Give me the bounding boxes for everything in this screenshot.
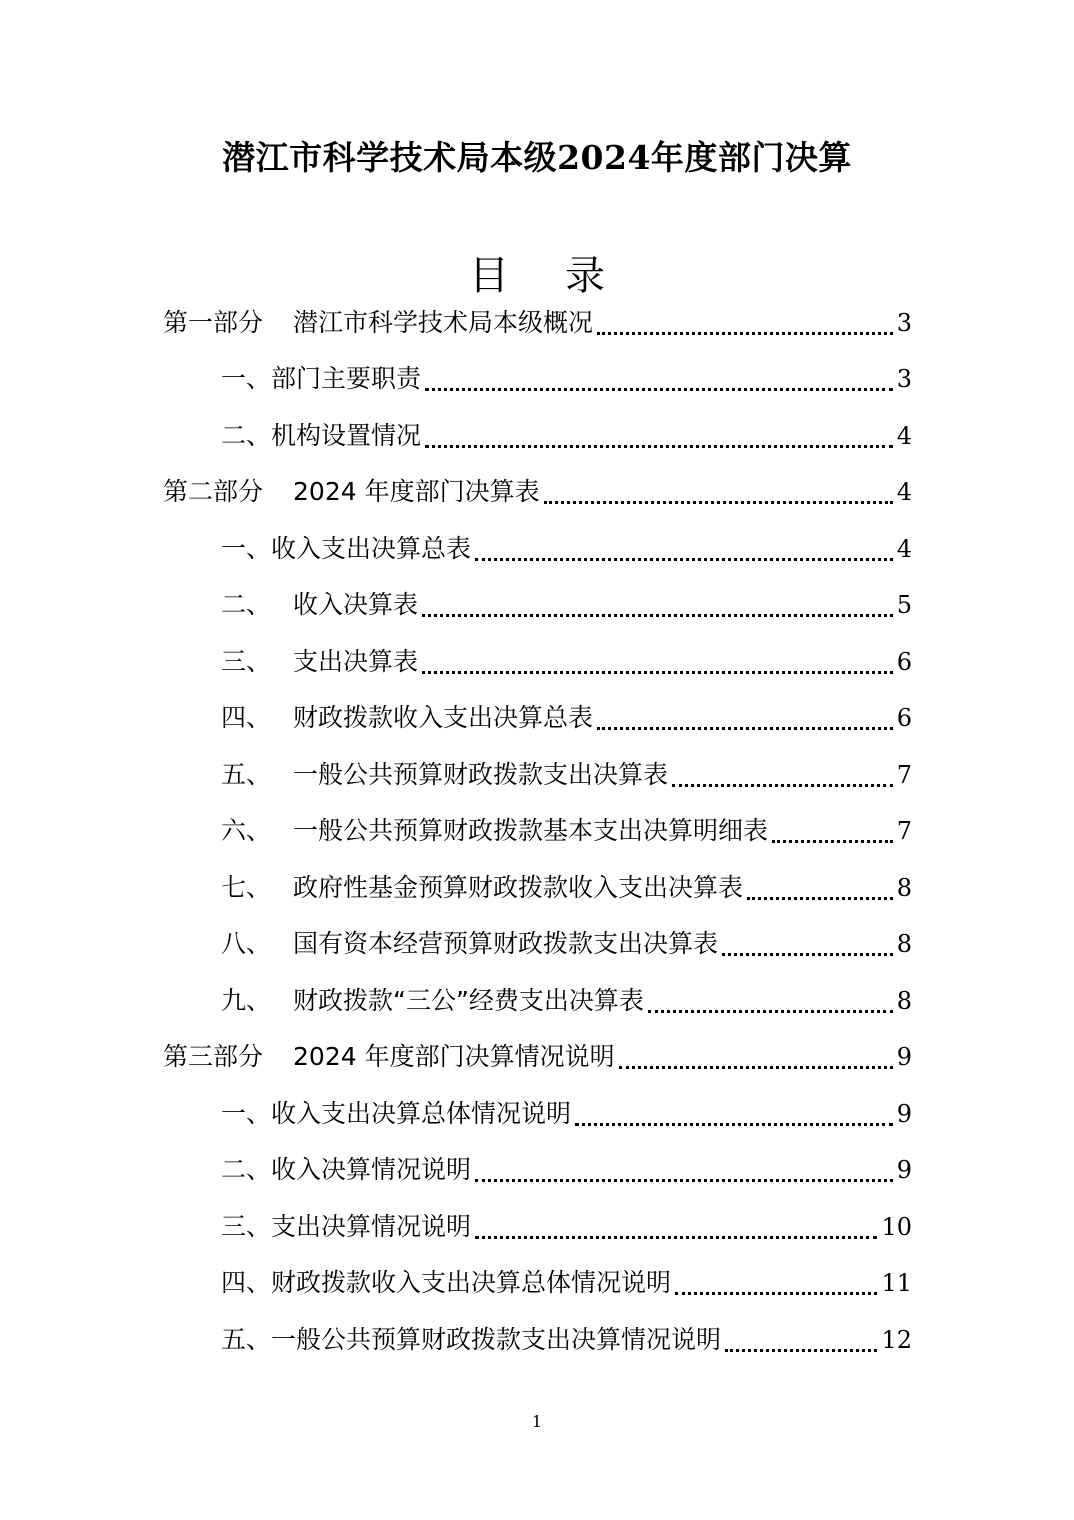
toc-entry-page: 7 [896,817,912,845]
toc-entry-label: 一般公共预算财政拨款支出决算表 [293,760,669,789]
toc-entry[interactable] [221,416,912,456]
toc-heading [0,244,1074,301]
toc-entry-label: 2024 年度部门决算表 [293,477,540,506]
toc-leader-dots [597,727,893,730]
toc-entry-page: 10 [881,1213,912,1241]
toc-entry-number: 二、 [221,1155,272,1184]
toc-entry-number: 二、 [221,421,272,450]
toc-entry[interactable] [221,698,912,738]
toc-leader-dots [725,1349,877,1352]
toc-entry-label: 收入决算表 [293,590,419,619]
toc-entry-number: 一、 [221,534,272,563]
toc-leader-dots [475,1236,877,1239]
toc-entry-number: 三、 [221,1212,272,1241]
toc-entry[interactable] [221,1094,912,1134]
toc-entry-page: 4 [896,478,912,506]
toc-entry-page: 6 [896,704,912,732]
toc-leader-dots [747,897,893,900]
toc-entry-part-1[interactable] [163,303,912,343]
toc-entry[interactable] [221,868,912,908]
toc-entry-label: 一般公共预算财政拨款基本支出决算明细表 [293,816,769,845]
toc-heading-right: 录 [565,253,605,299]
toc-entry-label: 财政拨款“三公”经费支出决算表 [293,986,644,1015]
toc-leader-dots [475,1179,893,1182]
toc-leader-dots [422,614,893,617]
toc-entry[interactable] [221,1263,912,1303]
toc-leader-dots [675,1292,877,1295]
toc-leader-dots [772,840,893,843]
toc-entry[interactable] [221,924,912,964]
toc-entry-label: 2024 年度部门决算情况说明 [293,1042,615,1071]
toc-entry-label: 收入决算情况说明 [271,1155,472,1184]
toc-entry[interactable] [221,585,912,625]
toc-entry-number: 第三部分 [163,1042,264,1071]
toc-entry-page: 9 [896,1156,912,1184]
toc-entry[interactable] [221,642,912,682]
toc-entry-page: 8 [896,930,912,958]
toc-entry-number: 六、 [221,816,272,845]
toc-entry[interactable] [221,811,912,851]
toc-entry-number: 五、 [221,760,272,789]
toc-entry-page: 8 [896,874,912,902]
toc-leader-dots [672,784,893,787]
toc-entry-page: 12 [881,1326,912,1354]
toc-entry-label: 财政拨款收入支出决算总体情况说明 [271,1268,672,1297]
page-number: 1 [531,1412,543,1431]
toc-entry-page: 5 [896,591,912,619]
toc-entry-page: 8 [896,987,912,1015]
toc-entry-label: 财政拨款收入支出决算总表 [293,703,594,732]
toc-entry[interactable] [221,359,912,399]
toc-entry-page: 6 [896,648,912,676]
toc-entry-label: 潜江市科学技术局本级概况 [293,308,594,337]
toc-entry-number: 八、 [221,929,272,958]
toc-leader-dots [575,1123,893,1126]
toc-leader-dots [619,1066,893,1069]
toc-entry-number: 七、 [221,873,272,902]
toc-entry-part-3[interactable] [163,1037,912,1077]
toc-entry-label: 国有资本经营预算财政拨款支出决算表 [293,929,719,958]
toc-entry-label: 支出决算表 [293,647,419,676]
toc-entry-page: 7 [896,761,912,789]
toc-entry[interactable] [221,755,912,795]
toc-heading-left: 目 [469,253,509,299]
toc-leader-dots [648,1010,893,1013]
toc-entry[interactable] [221,1320,912,1360]
toc-entry-number: 一、 [221,1099,272,1128]
toc-leader-dots [597,332,893,335]
toc-leader-dots [422,671,893,674]
toc-entry-label: 一般公共预算财政拨款支出决算情况说明 [271,1325,722,1354]
toc-leader-dots [425,445,893,448]
toc-entry-page: 9 [896,1043,912,1071]
toc-entry-number: 二、 [221,590,272,619]
toc-entry-number: 五、 [221,1325,272,1354]
toc-entry-number: 四、 [221,1268,272,1297]
toc-entry-page: 4 [896,535,912,563]
toc-entry-number: 第二部分 [163,477,264,506]
toc-entry-label: 机构设置情况 [271,421,422,450]
toc-entry[interactable] [221,1207,912,1247]
toc-entry[interactable] [221,981,912,1021]
toc-entry-page: 11 [881,1269,912,1297]
toc-entry-number: 第一部分 [163,308,264,337]
document-title: 潜江市科学技术局本级2024年度部门决算 [222,138,852,177]
toc-entry-page: 3 [896,309,912,337]
toc-entry-number: 四、 [221,703,272,732]
toc-leader-dots [544,501,893,504]
toc-entry-label: 政府性基金预算财政拨款收入支出决算表 [293,873,744,902]
toc-entry[interactable] [221,529,912,569]
toc-entry-label: 部门主要职责 [271,364,422,393]
toc-entry-number: 九、 [221,986,272,1015]
toc-entry-label: 收入支出决算总表 [271,534,472,563]
toc-entry-label: 支出决算情况说明 [271,1212,472,1241]
toc-entry-page: 3 [896,365,912,393]
toc-entry-label: 收入支出决算总体情况说明 [271,1099,572,1128]
toc-entry-page: 9 [896,1100,912,1128]
toc-leader-dots [475,558,893,561]
toc-leader-dots [425,388,893,391]
toc-entry-number: 三、 [221,647,272,676]
toc-entry-number: 一、 [221,364,272,393]
toc-entry[interactable] [221,1150,912,1190]
toc-leader-dots [722,953,893,956]
toc-entry-part-2[interactable] [163,472,912,512]
toc-entry-page: 4 [896,422,912,450]
